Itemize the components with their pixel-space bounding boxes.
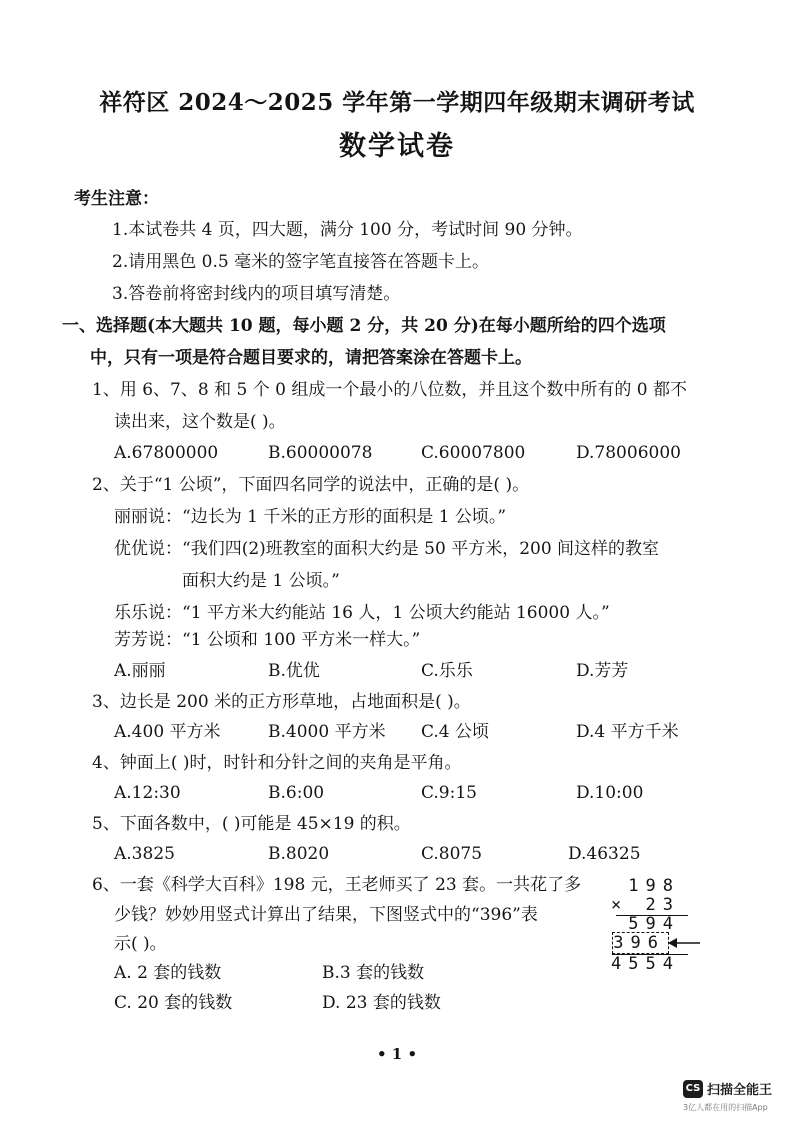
question-2-statement: 芳芳说：“1 公顷和 100 平方米一样大。”: [114, 630, 421, 650]
camscanner-logo-icon: CS: [683, 1080, 703, 1098]
question-5-option-b: B.8020: [268, 844, 330, 864]
page-number: • 1 •: [376, 1045, 418, 1063]
vertical-multiplication: [600, 872, 710, 982]
question-2-statement: 丽丽说：“边长为 1 千米的正方形的面积是 1 公顷。”: [114, 507, 507, 527]
calc-partial-product-1: 594: [628, 914, 680, 934]
question-2-text: 2、关于“1 公顷”，下面四名同学的说法中，正确的是( )。: [92, 475, 530, 495]
watermark-tagline: 3亿人都在用的扫描App: [683, 1103, 768, 1112]
question-1-option-b: B.60000078: [268, 443, 373, 463]
question-2-statement: 乐乐说：“1 平方米大约能站 16 人，1 公顷大约能站 16000 人。”: [114, 603, 610, 623]
question-1-text: 1、用 6、7、8 和 5 个 0 组成一个最小的八位数，并且这个数中所有的 0 都不: [92, 380, 687, 400]
question-3-option-a: A.400 平方米: [114, 722, 221, 742]
calc-partial-product-2: 396: [613, 933, 665, 953]
question-5-option-a: A.3825: [114, 844, 175, 864]
question-4-text: 4、钟面上( )时，时针和分针之间的夹角是平角。: [92, 753, 462, 773]
section-heading: 一、选择题(本大题共 10 题，每小题 2 分，共 20 分)在每小题所给的四个选项: [62, 316, 666, 336]
notice-item: 1.本试卷共 4 页，四大题，满分 100 分，考试时间 90 分钟。: [112, 220, 583, 240]
question-6-text-cont: 少钱？妙妙用竖式计算出了结果，下图竖式中的“396”表: [114, 905, 538, 925]
question-3-option-d: D.4 平方千米: [576, 722, 679, 742]
question-5-option-c: C.8075: [421, 844, 483, 864]
question-3-option-b: B.4000 平方米: [268, 722, 386, 742]
question-5-option-d: D.46325: [568, 844, 641, 864]
calc-multiplicand: 198: [628, 876, 680, 896]
question-1-option-d: D.78006000: [576, 443, 681, 463]
question-1-text-cont: 读出来，这个数是( )。: [114, 412, 286, 432]
question-1-option-a: A.67800000: [114, 443, 219, 463]
notice-item: 2.请用黑色 0.5 毫米的签字笔直接答在答题卡上。: [112, 252, 490, 272]
question-4-option-b: B.6:00: [268, 783, 325, 803]
exam-subtitle: 数学试卷: [339, 131, 455, 162]
question-6-option-c: C. 20 套的钱数: [114, 993, 233, 1013]
question-2-option-b: B.优优: [268, 661, 320, 681]
question-6-option-d: D. 23 套的钱数: [322, 993, 441, 1013]
question-6-text: 6、一套《科学大百科》198 元，王老师买了 23 套。一共花了多: [92, 875, 582, 895]
calc-result: 4554: [611, 954, 680, 974]
question-2-statement: 优优说：“我们四(2)班教室的面积大约是 50 平方米，200 间这样的教室: [114, 539, 660, 559]
question-4-option-c: C.9:15: [421, 783, 477, 803]
watermark-name: 扫描全能王: [707, 1083, 773, 1098]
question-2-option-d: D.芳芳: [576, 661, 629, 681]
question-6-text-cont: 示( )。: [114, 934, 167, 954]
notice-item: 3.答卷前将密封线内的项目填写清楚。: [112, 284, 401, 304]
notice-heading: 考生注意：: [74, 189, 159, 209]
calc-multiplier: × 23: [611, 895, 680, 915]
question-6-option-b: B.3 套的钱数: [322, 963, 425, 983]
question-3-text: 3、边长是 200 米的正方形草地，占地面积是( )。: [92, 692, 471, 712]
question-3-option-c: C.4 公顷: [421, 722, 490, 742]
question-6-option-a: A. 2 套的钱数: [114, 963, 222, 983]
question-2-statement-cont: 面积大约是 1 公顷。”: [182, 571, 340, 591]
question-5-text: 5、下面各数中，( )可能是 45×19 的积。: [92, 814, 411, 834]
question-2-option-c: C.乐乐: [421, 661, 473, 681]
exam-title: 祥符区 2024～2025 学年第一学期四年级期末调研考试: [99, 89, 695, 116]
question-4-option-d: D.10:00: [576, 783, 644, 803]
question-1-option-c: C.60007800: [421, 443, 526, 463]
question-4-option-a: A.12:30: [114, 783, 181, 803]
section-heading-cont: 中，只有一项是符合题目要求的，请把答案涂在答题卡上。: [90, 348, 532, 368]
question-2-option-a: A.丽丽: [114, 661, 166, 681]
